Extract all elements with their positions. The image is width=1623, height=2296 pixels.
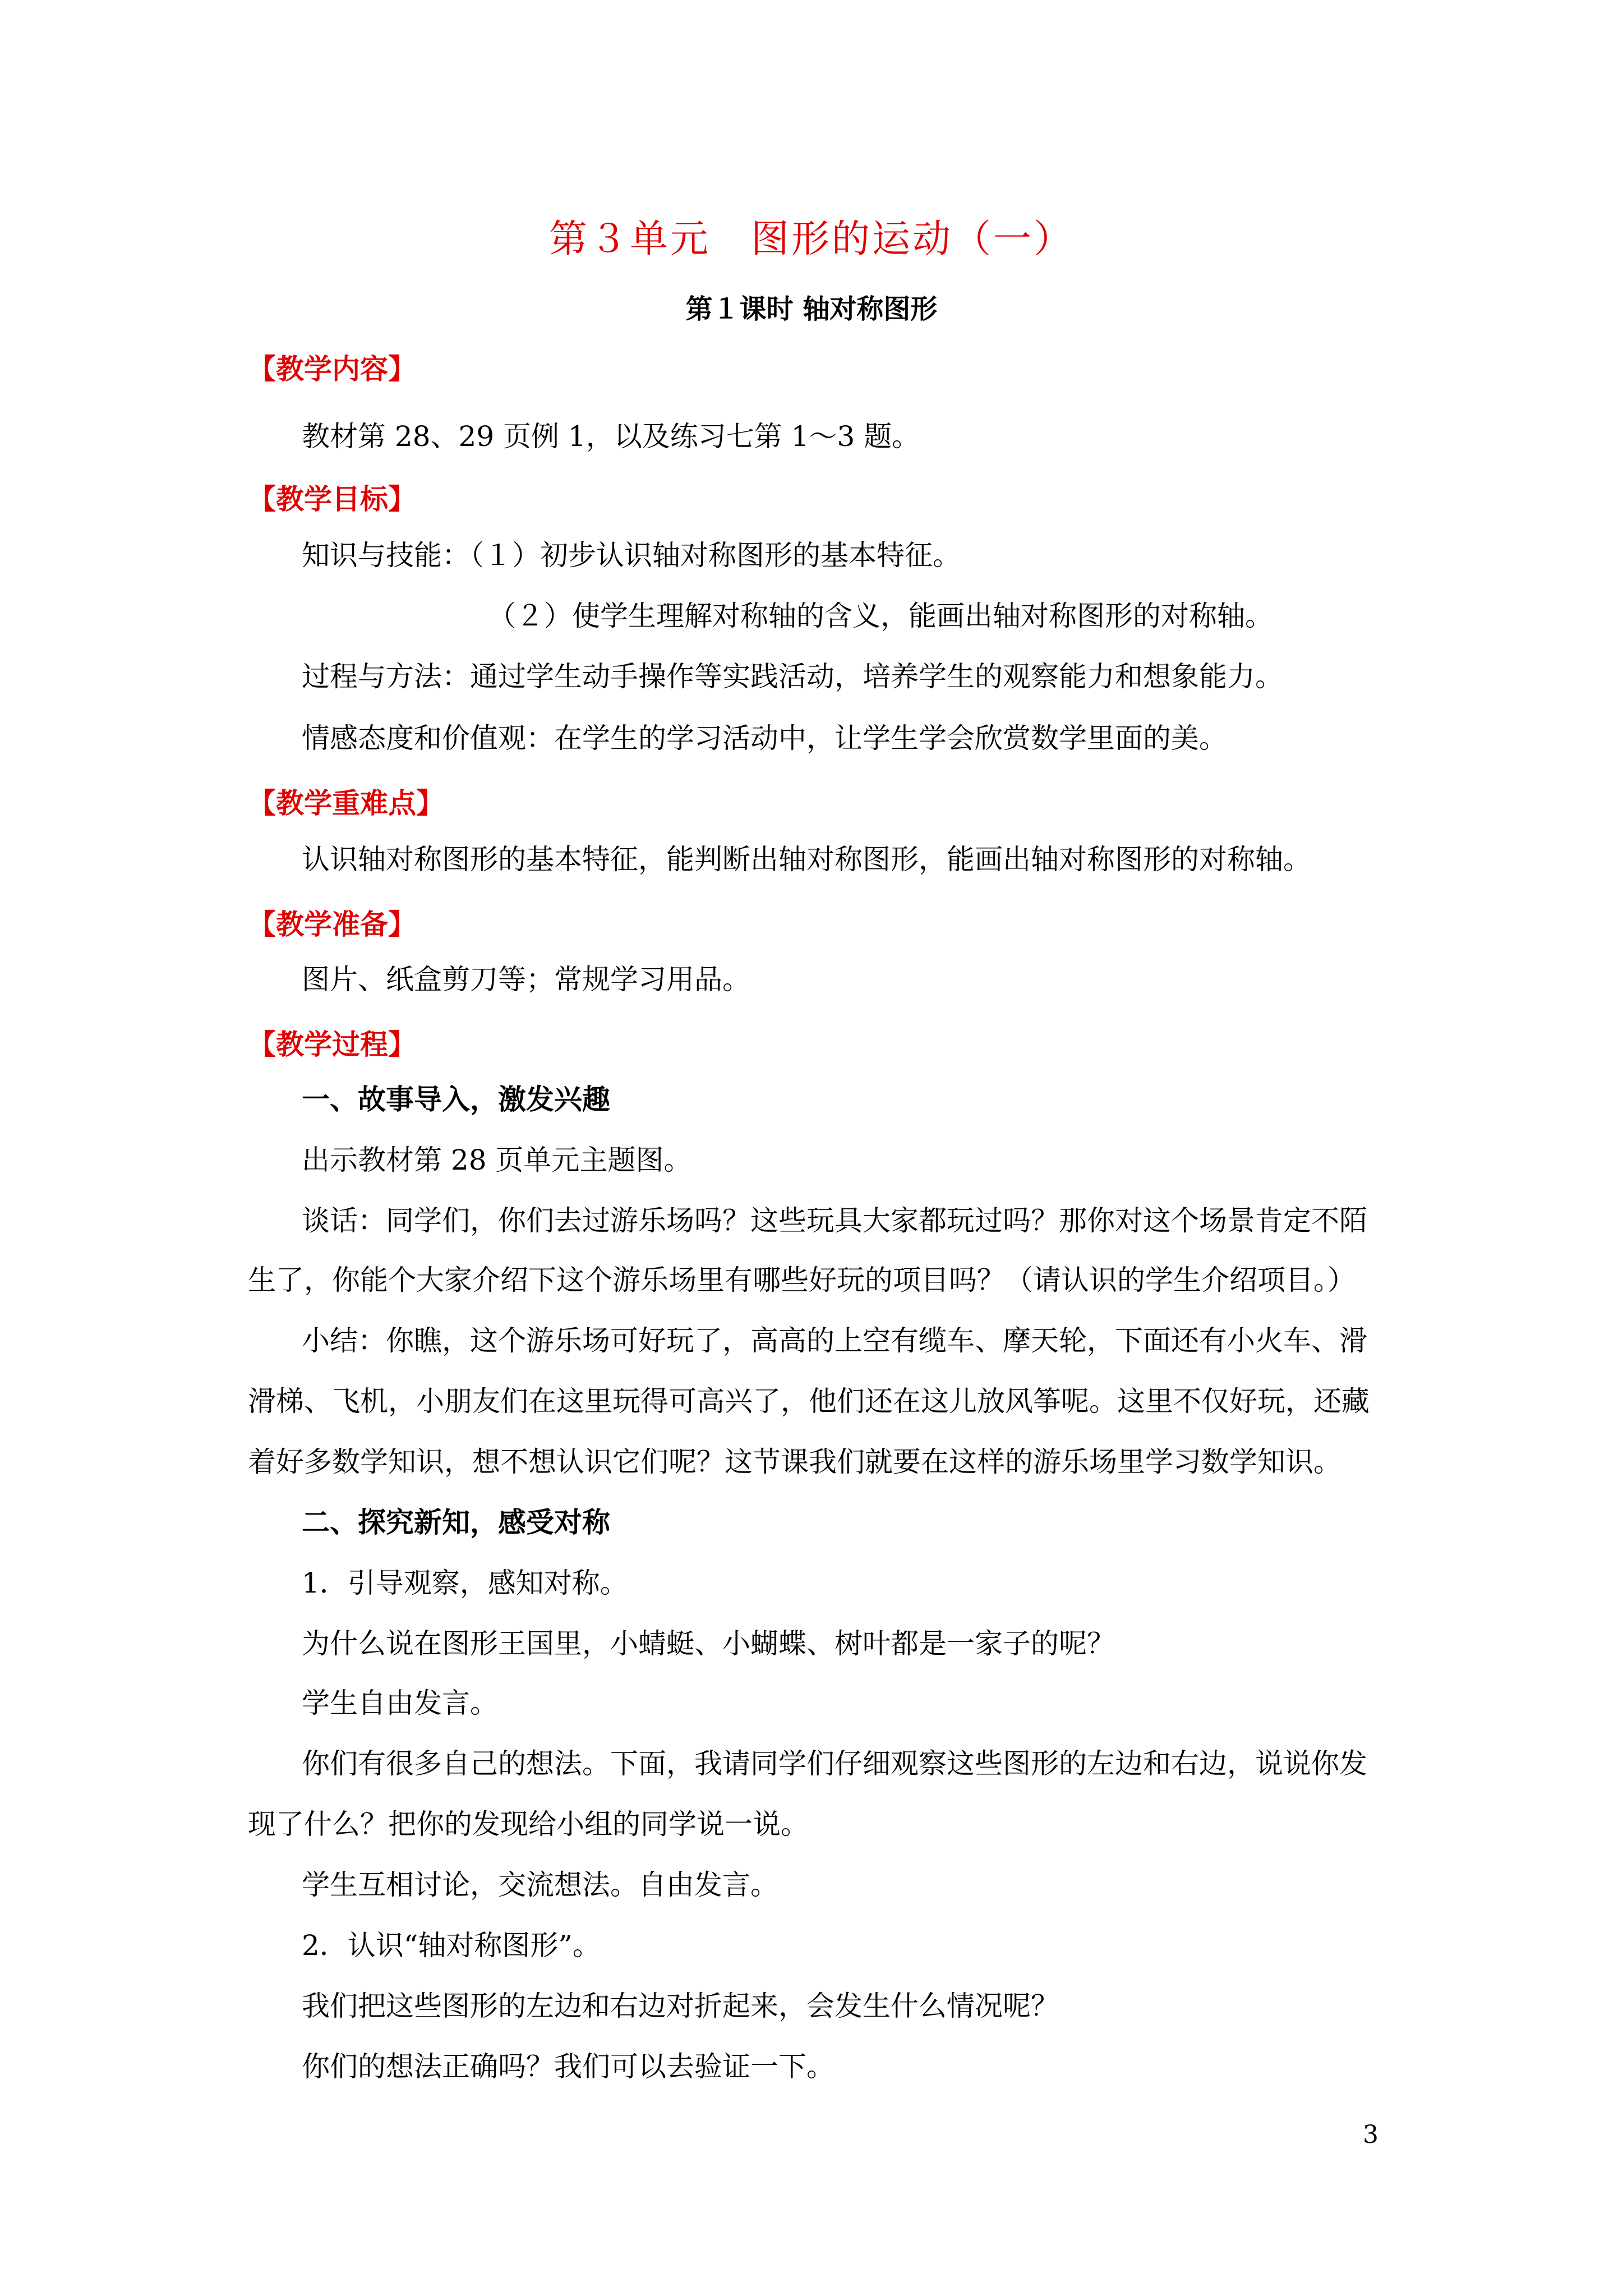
goal-emotion: 情感态度和价值观：在学生的学习活动中，让学生学会欣赏数学里面的美。 — [302, 722, 1227, 754]
section-heading-process: 【教学过程】 — [248, 1028, 416, 1061]
process-paragraph: 滑梯、飞机，小朋友们在这里玩得可高兴了，他们还在这儿放风筝呢。这里不仅好玩，还藏 — [248, 1385, 1370, 1418]
process-paragraph: 出示教材第 28 页单元主题图。 — [302, 1144, 692, 1176]
lesson-subtitle: 第１课时 轴对称图形 — [685, 293, 938, 325]
process-heading-2: 二、探究新知，感受对称 — [302, 1506, 610, 1539]
process-paragraph: 着好多数学知识，想不想认识它们呢？这节课我们就要在这样的游乐场里学习数学知识。 — [248, 1446, 1341, 1478]
page-number: 3 — [1363, 2120, 1378, 2149]
process-heading-1: 一、故事导入，激发兴趣 — [302, 1083, 610, 1116]
unit-title: 第３单元 图形的运动（一） — [548, 217, 1074, 261]
goal-process-method: 过程与方法：通过学生动手操作等实践活动，培养学生的观察能力和想象能力。 — [302, 660, 1283, 693]
goal-knowledge-1: 知识与技能：（１）初步认识轴对称图形的基本特征。 — [302, 539, 961, 572]
goal-knowledge-2: （２）使学生理解对称轴的含义，能画出轴对称图形的对称轴。 — [488, 600, 1273, 632]
process-paragraph: 我们把这些图形的左边和右边对折起来，会发生什么情况呢？ — [302, 1990, 1059, 2022]
process-paragraph: 谈话：同学们，你们去过游乐场吗？这些玩具大家都玩过吗？那你对这个场景肯定不陌 — [302, 1204, 1367, 1237]
process-paragraph: 生了，你能个大家介绍下这个游乐场里有哪些好玩的项目吗？（请认识的学生介绍项目。） — [248, 1264, 1355, 1296]
key-text: 认识轴对称图形的基本特征，能判断出轴对称图形，能画出轴对称图形的对称轴。 — [302, 843, 1311, 876]
process-paragraph: 你们有很多自己的想法。下面，我请同学们仔细观察这些图形的左边和右边，说说你发 — [302, 1747, 1367, 1780]
process-paragraph: 小结：你瞧，这个游乐场可好玩了，高高的上空有缆车、摩天轮，下面还有小火车、滑 — [302, 1324, 1367, 1357]
content-text: 教材第 28、29 页例 1，以及练习七第 1～3 题。 — [302, 420, 920, 453]
process-step: 1．引导观察，感知对称。 — [302, 1567, 628, 1599]
process-paragraph: 你们的想法正确吗？我们可以去验证一下。 — [302, 2050, 834, 2083]
section-heading-prep: 【教学准备】 — [248, 908, 416, 941]
section-heading-goals: 【教学目标】 — [248, 483, 416, 516]
section-heading-content: 【教学内容】 — [248, 353, 416, 385]
process-paragraph: 学生互相讨论，交流想法。自由发言。 — [302, 1869, 778, 1901]
section-heading-key: 【教学重难点】 — [248, 787, 444, 820]
process-paragraph: 学生自由发言。 — [302, 1687, 498, 1719]
process-step: 2．认识“轴对称图形”。 — [302, 1929, 601, 1962]
process-paragraph: 为什么说在图形王国里，小蜻蜓、小蝴蝶、树叶都是一家子的呢？ — [302, 1627, 1115, 1660]
prep-text: 图片、纸盒剪刀等；常规学习用品。 — [302, 963, 750, 996]
process-paragraph: 现了什么？把你的发现给小组的同学说一说。 — [248, 1808, 809, 1841]
